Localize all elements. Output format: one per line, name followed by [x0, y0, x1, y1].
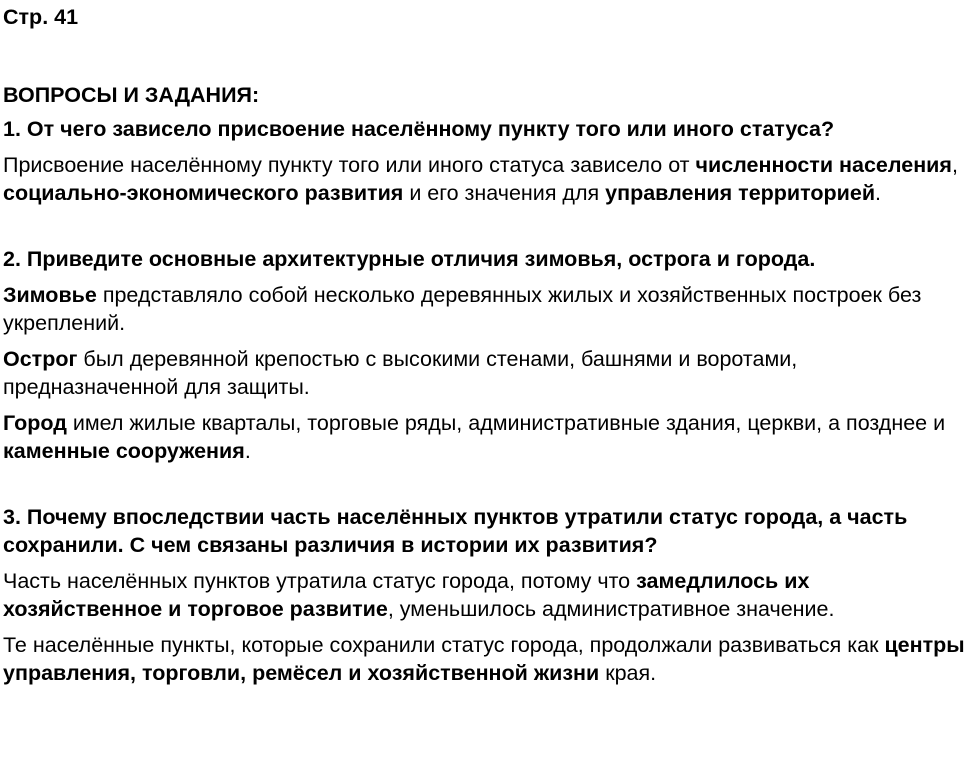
answer-highlight-text: Город	[3, 411, 67, 435]
answer-3-2	[3, 631, 968, 687]
answer-text: и его значения для	[403, 181, 606, 205]
question-1: 1. От чего зависело присвоение населённому пункту того или иного статуса?	[3, 117, 835, 141]
question-block-3	[3, 503, 968, 687]
answer-text: Те населённые пункты, которые сохранили статус города, продолжали развиваться как	[3, 633, 885, 657]
answer-1-1	[3, 151, 968, 207]
question-block-1	[3, 115, 968, 207]
answer-text: Часть населённых пунктов утратила статус города, потому что	[3, 569, 637, 593]
answer-3-1	[3, 567, 968, 623]
answer-text: .	[875, 181, 882, 205]
answer-text: имел жилые кварталы, торговые ряды, административные здания, церкви, а позднее и	[66, 411, 946, 435]
answer-2-3	[3, 409, 968, 465]
answer-highlight-text: управления территорией	[605, 181, 876, 205]
answer-text: .	[244, 439, 251, 463]
section-title: ВОПРОСЫ И ЗАДАНИЯ:	[3, 83, 260, 107]
question-block-2	[3, 245, 968, 465]
answer-highlight-text: Острог	[3, 347, 78, 371]
answer-text: Присвоение населённому пункту того или иного статуса зависело от	[3, 153, 696, 177]
answer-highlight-text: замедлилось их хозяйственное и торговое развитие	[3, 569, 810, 621]
answer-text: представляло собой несколько деревянных жилых и хозяйственных построек без укреплений.	[3, 283, 922, 335]
answer-highlight-text: социально-экономического развития	[3, 181, 404, 205]
answer-highlight-text: каменные сооружения	[3, 439, 245, 463]
answer-text: края.	[599, 661, 657, 685]
answer-text: , уменьшилось административное значение.	[387, 597, 835, 621]
answer-highlight-text: численности населения	[695, 153, 952, 177]
answer-2-1	[3, 281, 968, 337]
answer-highlight-text: Зимовье	[3, 283, 97, 307]
answer-highlight-text: центры управления, торговли, ремёсел и хозяйственной жизни	[3, 633, 965, 685]
answer-text: ,	[951, 153, 958, 177]
answer-2-2	[3, 345, 968, 401]
question-2: 2. Приведите основные архитектурные отличия зимовья, острога и города.	[3, 247, 816, 271]
page-number: Стр. 41	[3, 5, 79, 29]
answer-text: был деревянной крепостью с высокими стенами, башнями и воротами, предназначенной для защиты.	[3, 347, 798, 399]
question-3: 3. Почему впоследствии часть населённых пунктов утратили статус города, а часть сохранили. С чем связаны различия в истории их развития?	[3, 505, 908, 557]
